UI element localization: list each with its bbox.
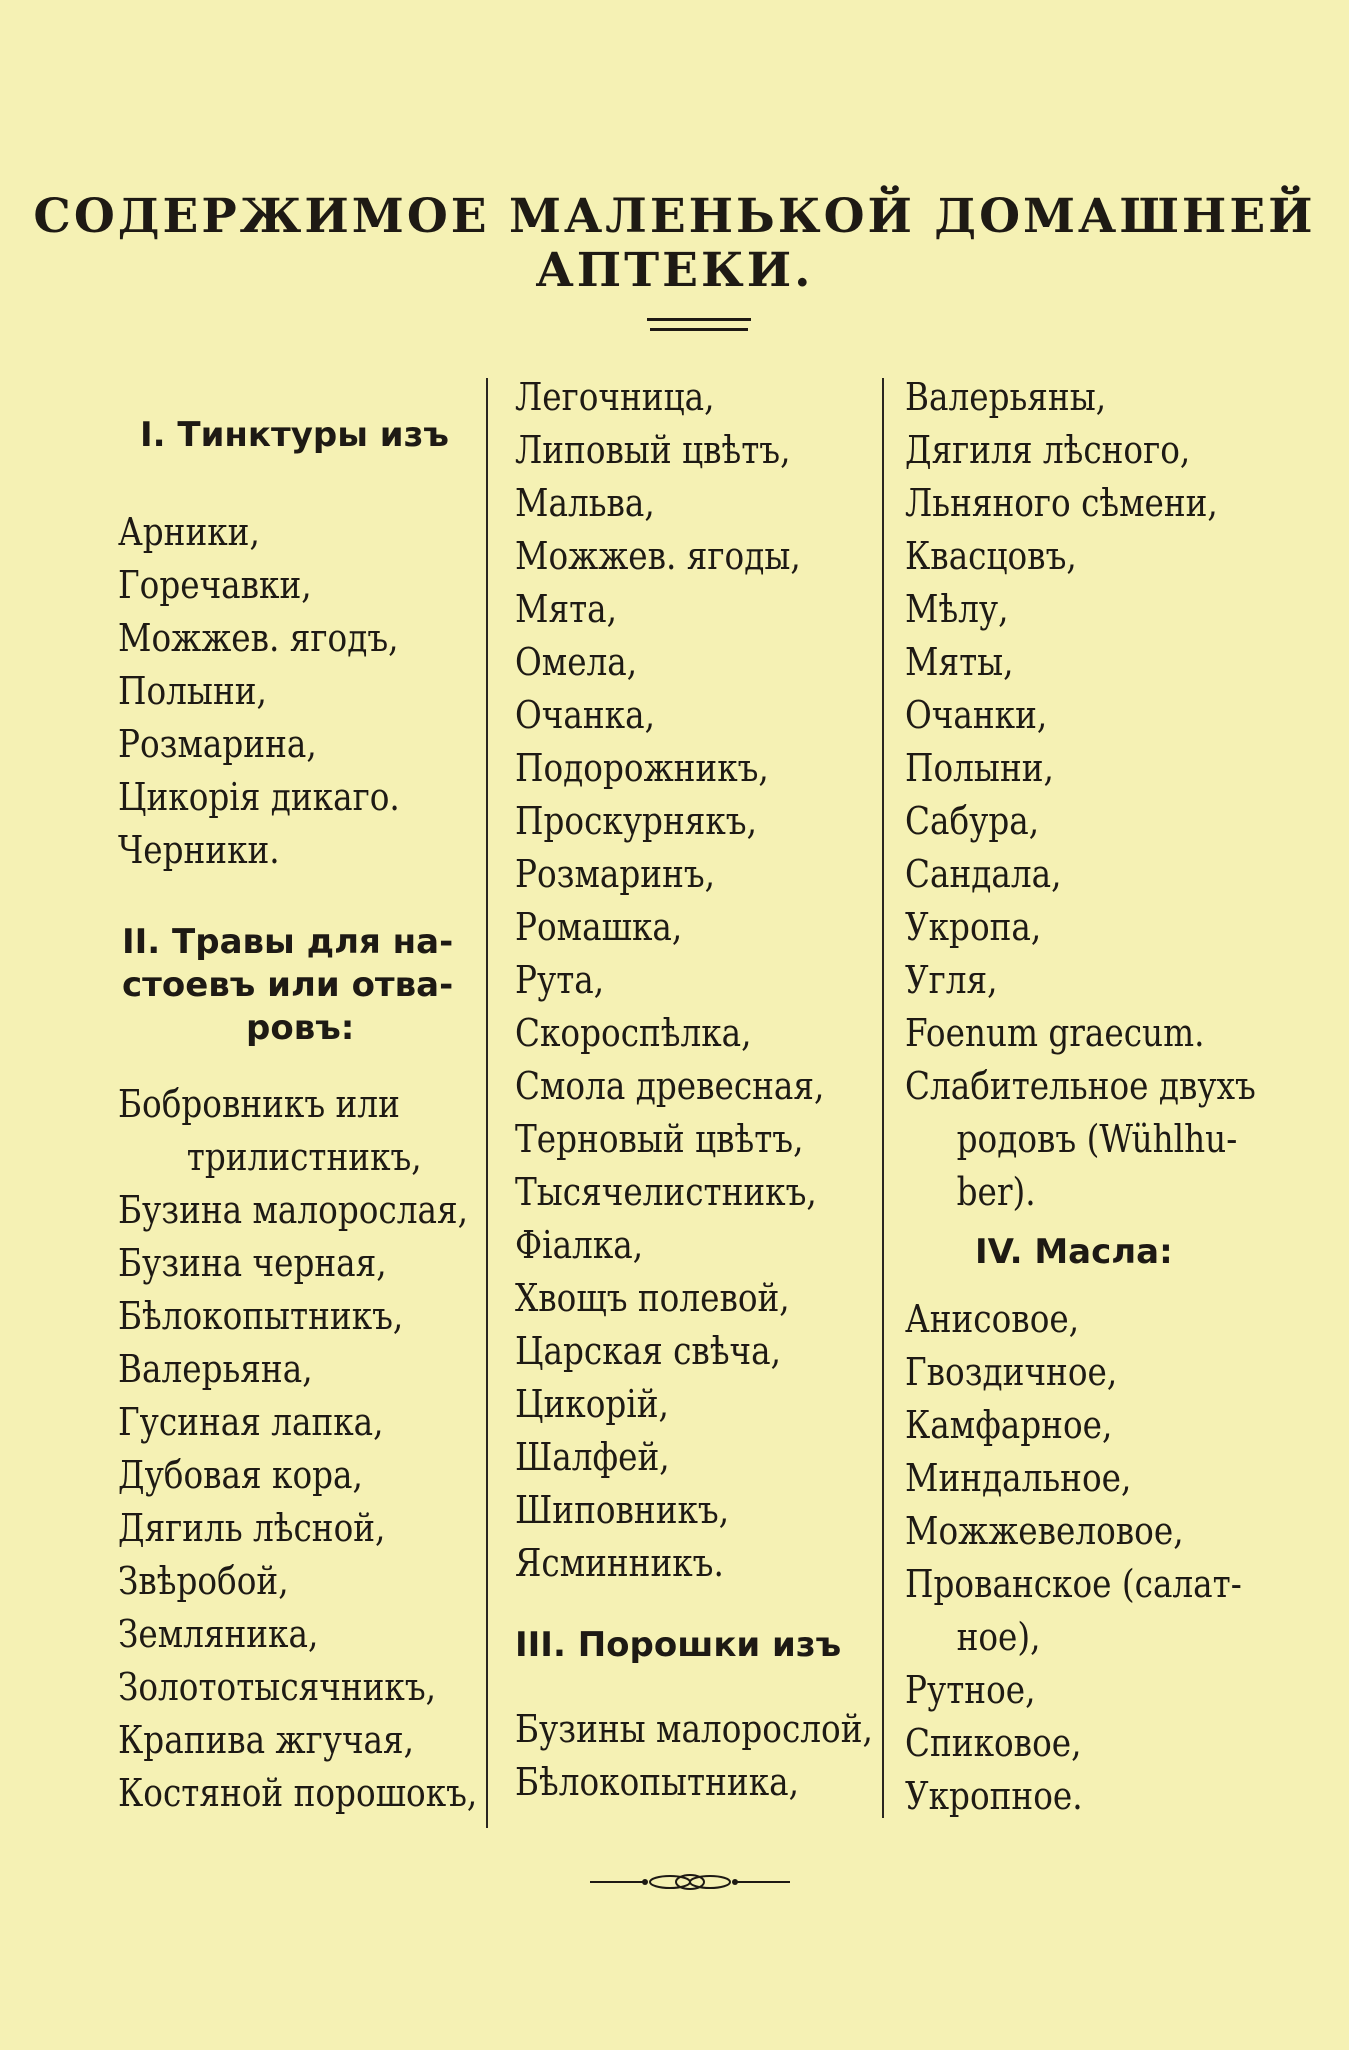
list-item: Бузины малорослой, (515, 1707, 873, 1751)
list-item: Сабура, (905, 799, 1040, 843)
section-heading-powders: III. Порошки изъ (515, 1625, 842, 1665)
section-heading-herbs-line-1: II. Травы для на- (122, 922, 454, 962)
list-item: Розмарина, (118, 722, 317, 766)
section-heading-oils: IV. Масла: (975, 1232, 1173, 1272)
list-item: Полыни, (905, 746, 1054, 790)
list-item: Угля, (905, 958, 998, 1002)
list-item: Бѣлокопытникъ, (118, 1294, 404, 1338)
list-item: Розмаринъ, (515, 852, 716, 896)
list-item: Можжев. ягоды, (515, 534, 801, 578)
list-item: Арники, (118, 510, 260, 554)
list-item: Прованское (салат- (905, 1562, 1242, 1606)
list-item: Валерьяна, (118, 1347, 313, 1391)
list-item: Смола древесная, (515, 1064, 825, 1108)
list-item: ber). (956, 1170, 1036, 1214)
list-item: Мята, (515, 587, 618, 631)
list-item: Тысячелистникъ, (515, 1170, 817, 1214)
list-item: Можжевеловое, (905, 1509, 1184, 1553)
list-item: Терновый цвѣтъ, (515, 1117, 804, 1161)
list-item: ное), (956, 1615, 1041, 1659)
list-item: Шалфей, (515, 1435, 670, 1479)
list-item: Золототысячникъ, (118, 1665, 437, 1709)
list-item: Укропное. (905, 1774, 1083, 1818)
list-item: Спиковое, (905, 1721, 1082, 1765)
list-item: Дягиль лѣсной, (118, 1506, 386, 1550)
list-item: Подорожникъ, (515, 746, 769, 790)
title-rule-bottom (650, 328, 748, 331)
list-item: Цикорій, (515, 1382, 669, 1426)
list-item: Царская свѣча, (515, 1329, 782, 1373)
list-item: Рутное, (905, 1668, 1036, 1712)
list-item: Рута, (515, 958, 605, 1002)
list-item: Звѣробой, (118, 1559, 289, 1603)
list-item: Очанки, (905, 693, 1048, 737)
title-rule-top (647, 318, 751, 321)
list-item: Ясминникъ. (515, 1541, 724, 1585)
list-item: Бѣлокопытника, (515, 1760, 799, 1804)
list-item: Дягиля лѣсного, (905, 428, 1191, 472)
list-item: Гвоздичное, (905, 1350, 1118, 1394)
list-item: Ромашка, (515, 905, 683, 949)
list-item: Липовый цвѣтъ, (515, 428, 791, 472)
list-item: Слабительное двухъ (905, 1064, 1256, 1108)
list-item: Дубовая кора, (118, 1453, 363, 1497)
list-item: Мальва, (515, 481, 655, 525)
page-title-line-2: АПТЕКИ. (535, 243, 814, 298)
list-item: Очанка, (515, 693, 655, 737)
list-item: трилистникъ, (186, 1135, 422, 1179)
page-title-line-1: СОДЕРЖИМОЕ МАЛЕНЬКОЙ ДОМАШНЕЙ (33, 189, 1316, 244)
list-item: Омела, (515, 640, 638, 684)
list-item: Мѣлу, (905, 587, 1009, 631)
list-item: Земляника, (118, 1612, 319, 1656)
list-item: Легочница, (515, 375, 715, 419)
list-item: Мяты, (905, 640, 1014, 684)
list-item: Цикорія дикаго. (118, 775, 400, 819)
list-item: Бузина малорослая, (118, 1188, 468, 1232)
column-divider-1 (486, 378, 488, 1828)
list-item: Камфарное, (905, 1403, 1113, 1447)
end-ornament (590, 1870, 790, 1894)
list-item: Анисовое, (905, 1297, 1080, 1341)
list-item: Бузина черная, (118, 1241, 387, 1285)
list-item: Скороспѣлка, (515, 1011, 752, 1055)
list-item: Foenum graecum. (905, 1011, 1205, 1055)
list-item: Миндальное, (905, 1456, 1132, 1500)
list-item: Гусиная лапка, (118, 1400, 384, 1444)
column-divider-2 (882, 378, 884, 1818)
list-item: Черники. (118, 828, 280, 872)
list-item: Хвощъ полевой, (515, 1276, 790, 1320)
list-item: Бобровникъ или (118, 1082, 400, 1126)
list-item: Крапива жгучая, (118, 1718, 415, 1762)
list-item: родовъ (Wühlhu- (956, 1117, 1238, 1161)
list-item: Квасцовъ, (905, 534, 1077, 578)
list-item: Валерьяны, (905, 375, 1107, 419)
list-item: Проскурнякъ, (515, 799, 757, 843)
section-heading-herbs-line-2: стоевъ или отва- (122, 965, 454, 1005)
section-heading-tinctures: I. Тинктуры изъ (140, 415, 449, 455)
list-item: Льняного сѣмени, (905, 481, 1218, 525)
list-item: Горечавки, (118, 563, 312, 607)
list-item: Шиповникъ, (515, 1488, 730, 1532)
section-heading-herbs-line-3: ровъ: (246, 1008, 355, 1048)
list-item: Полыни, (118, 669, 267, 713)
list-item: Сандала, (905, 852, 1062, 896)
list-item: Укропа, (905, 905, 1042, 949)
list-item: Фіалка, (515, 1223, 644, 1267)
list-item: Можжев. ягодъ, (118, 616, 399, 660)
list-item: Костяной порошокъ, (118, 1771, 478, 1815)
